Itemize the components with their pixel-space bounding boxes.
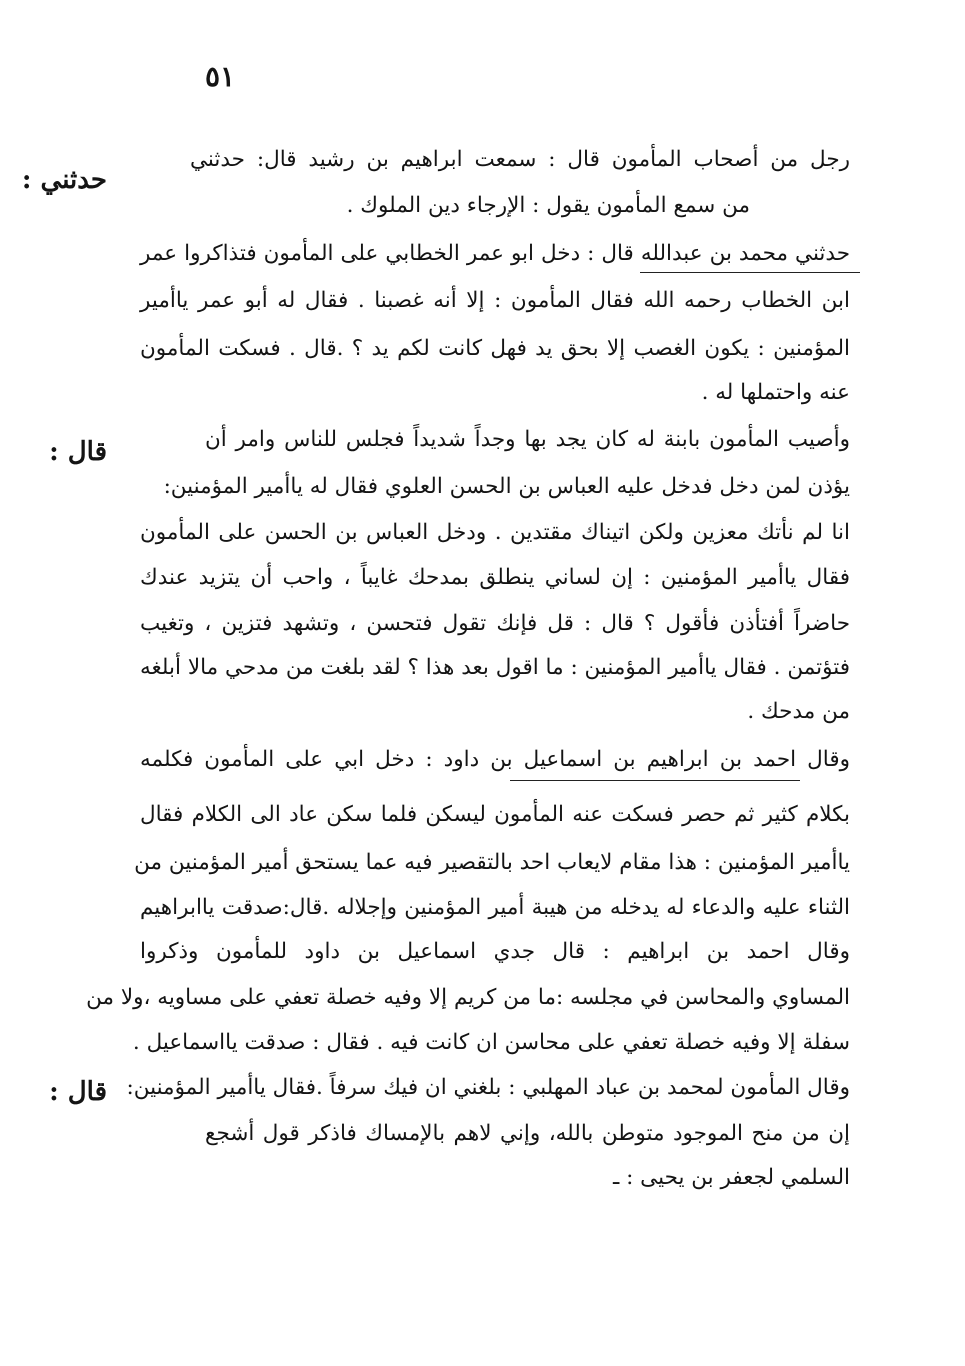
text-line: يؤذن لمن دخل فدخل عليه العباس بن الحسن العلوي فقال له ياأمير المؤمنين:	[163, 474, 850, 499]
separator-rule	[640, 272, 860, 273]
text-line: السلمي لجعفر بن يحيى : ـ	[612, 1165, 850, 1190]
text-line: فتؤتمن . فقال ياأمير المؤمنين : ما اقول بعد هذا ؟ لقد بلغت من مدحي مالا أبلغه	[140, 655, 850, 680]
side-label: قال :	[49, 1077, 107, 1107]
text-line: من سمع المأمون يقول : الإرجاء دين الملوك .	[346, 193, 750, 218]
text-line: رجل من أصحاب المأمون قال : سمعت ابراهيم بن رشيد قال: حدثني	[190, 147, 850, 172]
text-line: انا لم نأتك معزين ولكن اتيناك مقتدين . ودخل العباس بن الحسن على المأمون	[140, 520, 850, 545]
text-line: سفلة إلا وفيه خصلة تعفي على محاسن ان كانت فيه . فقال : صدقت يااسماعيل .	[132, 1030, 850, 1055]
text-line: بكلام كثير ثم حصر فسكت عنه المأمون ليسكن فلما سكن عاد الى الكلام فقال	[140, 802, 850, 827]
text-line: المساوي والمحاسن في مجلسه :ما من كريم إلا وفيه خصلة تعفي على مساويه ،ولا من	[86, 985, 850, 1010]
text-line: وقال المأمون لمحمد بن عباد المهلبي : بلغني ان فيك سرفاً .فقال ياأمير المؤمنين:	[126, 1075, 850, 1100]
text-line: المؤمنين : يكون الغصب إلا بحق يد فهل كانت لكم يد ؟ .قال . فسكت المأمون	[140, 336, 850, 361]
text-line: الثناء عليه والدعاء له يدخله من هيبة أمير المؤمنين وإجلاله .قال:صدقت ياابراهيم	[140, 895, 850, 920]
text-line: ياأمير المؤمنين : هذا مقام لايعاب احد بالتقصير فيه عما يستحق أمير المؤمنين من	[134, 850, 850, 875]
text-line: حاضراً أفتأذن فأقول ؟ قال : قل فإنك تقول فتحسن ، وتشهد فتزين ، وتغيب	[140, 611, 850, 636]
text-line: عنه واحتملها له .	[701, 380, 850, 405]
text-line: من مدحك .	[747, 699, 850, 724]
text-line: إن من منح الموجود متوطن بالله، وإني لاهم بالإمساك فاذكر قول أشجع	[205, 1121, 850, 1146]
text-line: حدثني محمد بن عبدالله قال : دخل ابو عمر الخطابي على المأمون فتذاكروا عمر	[140, 241, 850, 266]
text-line: وقال احمد بن ابراهيم بن اسماعيل بن داود : دخل ابي على المأمون فكلمه	[140, 747, 850, 772]
text-line: فقال ياأمير المؤمنين : إن لساني ينطلق بمدحك غايباً ، واحب أن يتزيد عندك	[140, 565, 850, 590]
page-number: ٥١	[204, 60, 236, 93]
text-line: وأصيب المأمون بابنة له كان يجد بها وجداً شديداً فجلس للناس وامر أن	[205, 427, 850, 452]
separator-rule	[510, 780, 800, 781]
side-label: قال :	[49, 437, 107, 467]
side-label: حدثني :	[21, 165, 107, 195]
text-line: ابن الخطاب رحمه الله فقال المأمون : إلا أنه غصبنا . فقال له أبو عمر ياأمير	[140, 288, 850, 313]
text-line: وقال احمد بن ابراهيم : قال جدي اسماعيل بن داود للمأمون وذكروا	[140, 939, 850, 964]
